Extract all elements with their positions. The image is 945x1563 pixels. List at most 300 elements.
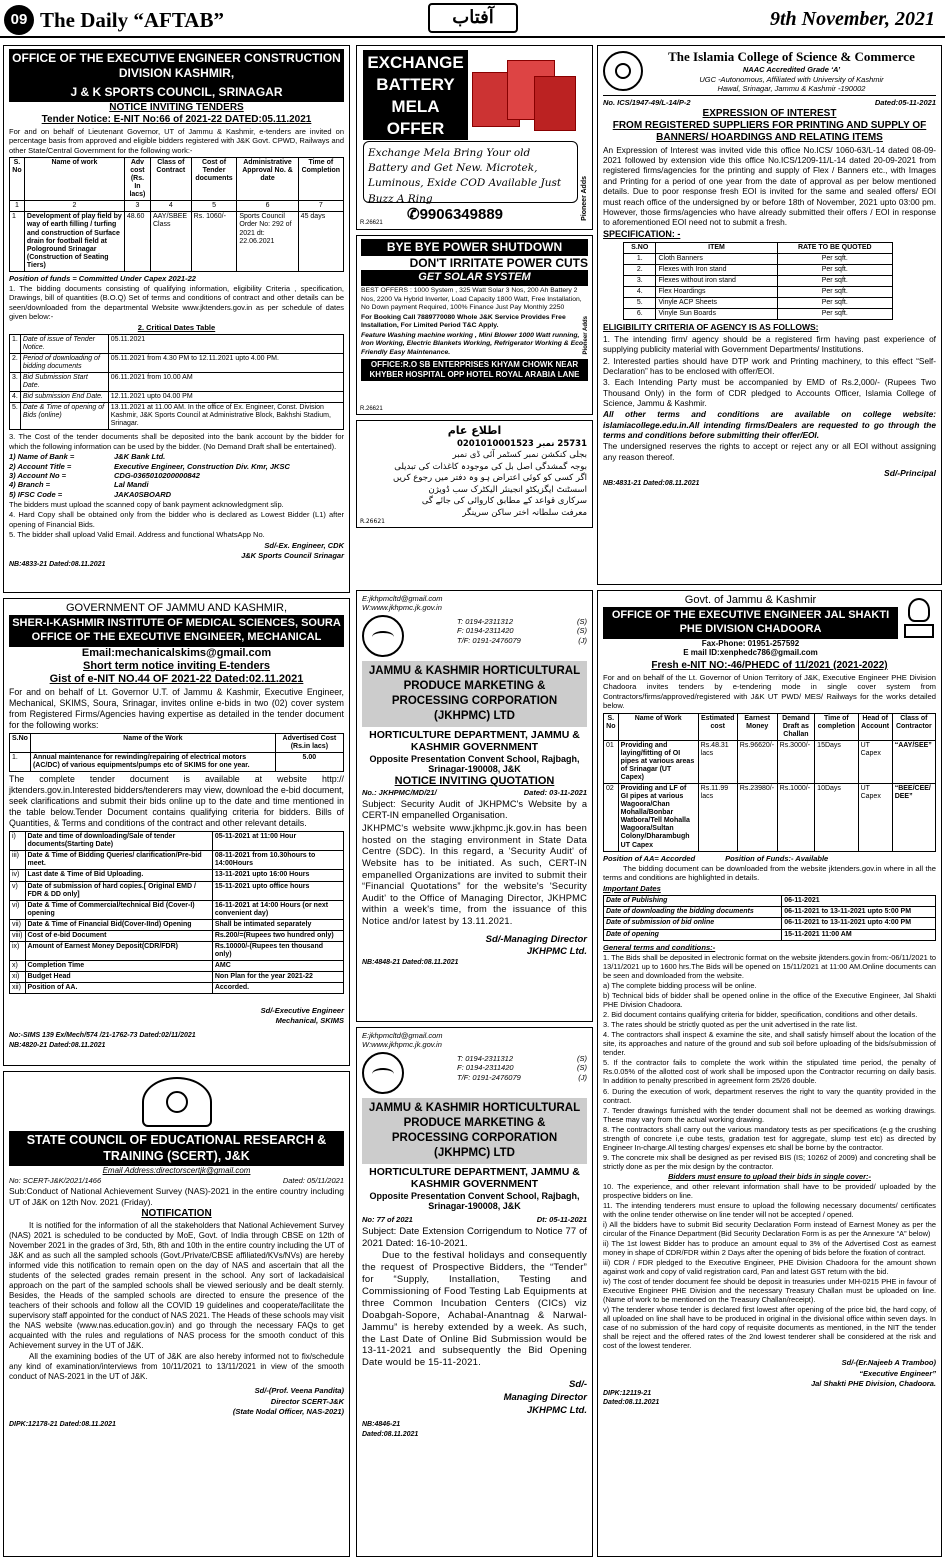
table-cell: UT Capex [858,740,892,783]
phone-label: (S) [577,616,587,626]
paragraph: An Expression of Interest was invited vide this office No.ICS/ 1060-63/L-14 dated 08-09-2021 followed by extension vide this office No.ICS/1209-11/L-14 dated 20-09-2021 from registered firms/agencies for the printing and supply of Flex / Banners etc., with Images and Printing for a period of one year from the date of approval as per below mentioned details. Due to poor response fresh EOI is invited for the same and sealed offers/ EOI must reach office of the undersigned by or before 18th of November, 2021 upto 03:00 pm. However, those firms/agencies who have already submitted their offers / EOI in response to aforementioned EOI need not to submit a fresh. [603,144,936,228]
corp-name: JAMMU & KASHMIR HORTICULTURAL PRODUCE MARKETING & PROCESSING CORPORATION (JKHPMC) LTD [368,664,581,722]
paragraph: Due to the festival holidays and consequently the request of Prospective Bidders, the “Tender” for “Supply, Installation, Testing and Commissioning of Food Testing Lab Equipments at three Common Incubation Centers (CICs) viz Doabgah-Sopore, Achabal-Anantnag & Narwal-Jammu” is hereby extended by a week. As such, the Last Date of Online Bid Submission would be 13-11-2021 and subsequently the Bid Opening Date would be 15-11-2021. [362,1250,587,1369]
term-heading: Bidders must ensure to upload their bids in single cover:- [668,1171,871,1181]
table-cell: Per sqft. [777,309,892,320]
ad-heading: GOVERNMENT OF JAMMU AND KASHMIR, [65,602,288,614]
notice-title: NOTICE INVITING TENDERS [109,102,244,113]
urdu-line: اسسٹنٹ ایگزیکٹو انجینئر الیکٹرک سب ڈویژن [428,484,587,495]
table-cell: vi) [10,900,26,919]
table-cell: Vinyle ACP Sheets [656,298,777,309]
solar-features: Feature Washing machine working , Mini Blower 1000 Watt running, Iron Working, Electric Blankets Working, Refrigerator Working & Eco Friendly Easy Maintenance. [361,331,584,356]
reference-number: NB:4831-21 Dated:08.11.2021 [603,479,700,487]
table-header: Cost of Tender documents [191,158,237,201]
table-header: Time of Completion [298,158,343,201]
tender-number: Tender Notice: E-NIT No:66 of 2021-22 DATED:05.11.2021 [41,114,312,125]
table-cell: 2 [24,201,124,212]
table-cell: Date & Time of Bidding Queries/ clarification/Pre-bid meet. [25,851,212,870]
urdu-line: بوجہ گمشدگی اصل بل کی موجودہ کاغذات کی تبدیلی [394,461,587,472]
order-number: No:-SIMS 139 Ex/Mech/574 /21-1762-73 Dated:02/11/2021 [9,1031,196,1039]
table-cell: Annual maintenance for rewinding/repairing of electrical motors (AC/DC) of various equipments/pumps etc of SKIMS for one year. [30,753,275,772]
notice-title: NOTIFICATION [141,1208,212,1220]
tel-fax-label: (J) [578,635,587,645]
college-header [603,49,936,93]
term: 4. The contractors shall inspect & examine the site, and shall satisfy himself about the location of the site, its approaches and nature of the ground and sub soil before uploading of the bids/submission of tender. [603,1030,936,1058]
emblem-icon [902,598,936,642]
term: 10. The experience, and other relevant information shall have to be provided/ uploaded by the prospective bidders on line. [603,1181,936,1200]
reference-date: Dated:08.11.2021 [362,1430,419,1438]
ad-subheading: SHER-I-KASHMIR INSTITUTE OF MEDICAL SCIENCES, SOURA OFFICE OF THE EXECUTIVE ENGINEER, MECHANICAL [9,615,344,647]
paragraph: For and on behalf of Lt. Governor U.T. of Jammu & Kashmir, Executive Engineer, Mechanical, SKIMS, Soura, Srinagar, invites online e-bids in two (02) cover system from Registered Firms/Agencies having expertise as detailed in the tender document for the following works: [9,687,344,731]
sports-council-tender-ad [3,45,350,593]
table-header: Name of Work [618,713,698,740]
table-cell: AMC [212,960,343,971]
table-header: Administrative Approval No. & date [237,158,298,201]
table-cell: Flex Hoardings [656,287,777,298]
table-cell: 3. [624,276,656,287]
term: 6. During the execution of work, department reserves the right to vary the quantity provided in the contract. [603,1086,936,1105]
table-header: S.No [10,734,31,753]
fax-phone: Fax-Phone: 01951-257592 [701,638,800,648]
table-cell: ix) [10,941,26,960]
table-header: Earnest Money [737,713,777,740]
table-header: RATE TO BE QUOTED [777,242,892,253]
critical-dates-title: 2. Critical Dates Table [137,322,216,332]
ad-code: R.26621 [360,405,383,412]
table-cell: 06.11.2021 from 10.00 AM [108,373,343,392]
table-header: ITEM [656,242,777,253]
table-cell: Bid submission End Date. [20,392,108,403]
college-name: The Islamia College of Science & Commerce [668,49,915,64]
email: E:jkhpmcltd@gmail.com [362,1031,443,1040]
table-cell: Last date & Time of Bid Uploading. [25,870,212,881]
newspaper-logo: آفتاب [428,3,518,33]
table-cell: v) [10,881,26,900]
table-cell: Per sqft. [777,253,892,264]
paragraph: 2. Interested parties should have DTP work and Printing machinery, to this effect “Self-Declaration” has to be enclosed with offer/EOI. [603,355,936,376]
important-dates-label: Important Dates [603,883,661,893]
signature: Sd/-Principal [884,468,936,479]
phone-value: 9906349889 [419,206,504,223]
paragraph: All other terms and conditions are available on college website: islamiacollege.edu.in.All intending firms/Dealers are requested to go through the terms and conditions before submitting their offer/EOI. [603,409,936,441]
table-cell: Providing and LF of GI pipes at various Wagoora/Chan Mohalla/Bonbar Watbora/Tell Mohalla Wagoora/Sultan Colony/Dharambugh UT Capex [618,784,698,851]
ref-number: No.: JKHPMC/MD/21/ [362,788,437,798]
paragraph: 3. The Cost of the tender documents shall be deposited into the bank account by the bidder for which the following information can be used by the bidder. (No Demand Draft shall be entertained). [9,432,344,451]
tel-fax: T/F: 0191-2476079 [457,635,521,645]
term: 11. The intending tenderers must ensure to upload the following necessary documents/ certificates with the online tender otherwise on line tender will not be accepted / opened. [603,1200,936,1219]
subject: Subject: Date Extension Corrigendum to Notice 77 of 2021 Dated: 16-10-2021. [362,1225,587,1249]
jal-shakti-tender-ad [597,590,942,1557]
table-cell: Development of play field by way of earth filling / turfing and construction of Surface drain for football field at Pologround Srinagar (Construction of Seating Tiers) [24,212,124,271]
table-cell: Date and time of downloading/Sale of tender documents(Starting Date) [25,832,212,851]
table-cell: Bid Submission Start Date. [20,373,108,392]
table-cell: 06-11-2021 [782,896,936,907]
table-cell: xii) [10,983,26,994]
work-table [603,713,936,852]
table-cell: Rs.200/=(Rupees two hundred only) [212,930,343,941]
corp-name: JAMMU & KASHMIR HORTICULTURAL PRODUCE MARKETING & PROCESSING CORPORATION (JKHPMC) LTD [368,1101,581,1159]
table-header: Head of Account [858,713,892,740]
table-cell: 2. [10,354,21,373]
table-cell: “AAY/SEE” [892,740,935,783]
bank-value: CDG-0365010200000842 [114,470,200,480]
signature: Director SCERT-J&K [270,1396,344,1406]
bank-value: J&K Bank Ltd. [114,452,166,462]
offer-title: BATTERY MELA [376,75,455,117]
table-cell: Per sqft. [777,287,892,298]
work-table [9,733,344,772]
address: Opposite Presentation Convent School, Rajbagh, Srinagar-190008, J&K [369,1190,580,1212]
tel-fax: T/F: 0191-2476079 [457,1072,521,1082]
table-cell: 6. [624,309,656,320]
table-cell: Rs.48.31 lacs [698,740,737,783]
term: b) Technical bids of bidder shall be opened online in the office of the Executive Engineer, Jal Shakti PHE Division Chadoora. [603,991,936,1010]
table-cell: 01 [604,740,619,783]
website: W:www.jkhpmc.jk.gov.in [362,603,442,613]
paragraph: 4. Hard Copy shall be obtained only from the bidder who is declared as Lowest Bidder (L1) after opening of Financial Bids. [9,510,344,529]
table-cell: xi) [10,971,26,982]
signature: (State Nodal Officer, NAS-2021) [232,1407,344,1417]
table-cell: Date of Publishing [604,896,782,907]
masthead [0,0,945,38]
table-cell: 1 [10,201,25,212]
phone: T: 0194-2311312 [457,1053,514,1063]
jkhpmc-logo-icon [362,615,404,657]
paragraph: JKHPMC's website www.jkhpmc.jk.gov.in has been hosted on the staging environment in State Data Centre (SDC). In this regard, a 'Security Audit' of Website has to be initiated. As such, CERT-IN empanelled Organizations are invited to submit their “Financial Quotations” for the website's 'Security Audit' to the Office of Managing Director, JKHPMC within a week's time, from the issuance of this Notice and/or latest by 13.11.2021. [362,823,587,926]
table-cell: 4. [624,287,656,298]
table-cell: Date & Time of Commercial/technical Bid (Cover-I) opening [25,900,212,919]
jkhpmc-logo-icon [362,1052,404,1094]
fax: F: 0194-2311420 [457,1063,514,1073]
ad-heading: Govt. of Jammu & Kashmir [684,594,817,606]
table-header: Estimated cost [698,713,737,740]
table-cell: Sports Council Order No: 292 of 2021 dt: 22.06.2021 [237,212,298,271]
bank-label: 4) Branch = [9,480,51,490]
table-cell: 1 [10,212,25,271]
table-header: Class of Contract [150,158,191,201]
scert-logo-icon [9,1077,344,1127]
table-cell: vii) [10,919,26,930]
specification-label: SPECIFICATION: - [603,228,681,239]
tel-fax-label: (J) [578,1072,587,1082]
table-cell: 5. [10,403,21,430]
signature: JKHPMC Ltd. [526,946,587,958]
jkhpmc-corrigendum-ad [356,1027,593,1557]
reference-number: NB:4820-21 Dated:08.11.2021 [9,1041,106,1049]
email: E mail ID:xenphedc786@gmail.com [683,648,818,658]
table-cell: 45 days [298,212,343,271]
term: iv) The cost of tender document fee should be deposit in treasuries under MH-0215 PHE in favour of Executive Engineer PHE Division and the necessary Treasury Challan must be uploaded on line. (Name of work to be mentioned on the Treasury Challan/receipt). [603,1277,936,1305]
notice-title: NOTICE INVITING QUOTATION [394,775,555,788]
table-cell: 5. [624,298,656,309]
paragraph: The bidding document can be downloaded from the website jktenders.gov.in where in all the terms and conditions are highlighted in details. [603,863,936,883]
reference-number: DIPK:12119-21 [603,1389,652,1397]
offer-text: Exchange Mela Bring Your old Battery and Get New. Microtek, Luminous, Exide COD Available Just Buzz A Ring [363,141,578,203]
table-cell: 08-11-2021 from 10.30hours to 14:00Hours [212,851,343,870]
paper-title: The Daily “AFTAB” [40,8,224,32]
aa-funds-row [603,854,936,863]
reference-number: NB:4833-21 Dated:08.11.2021 [9,561,106,569]
funds-position: Position of funds = Committed Under Capex 2021-22 [9,273,196,283]
corp-title-block [362,661,587,727]
signature: Sd/-Managing Director [485,933,587,945]
table-cell: 15-11-2021 upto office hours [212,881,343,900]
ref-date: Dt: 05-11-2021 [536,1215,587,1225]
college-affiliation: UGC -Autonomous, Affiliated with University of Kashmir [699,74,884,84]
ref-date: Dated:05-11-2021 [874,98,936,108]
signature: JKHPMC Ltd. [526,1404,587,1416]
subject: Sub:Conduct of National Achievement Survey (NAS)-2021 in the entire country including UT of J&K on 12th Nov. 2021 (Friday). [9,1186,344,1207]
jal-shakti-header [603,594,936,658]
rate-table [623,242,893,320]
offer-title: EXCHANGE [367,53,464,72]
paragraph: It is notified for the information of all the stakeholders that National Achievement Survey (NAS) 2021 is scheduled to be conducted by MoE, Govt. of India through CBSE on 12th of November 2021 in the grades of 3rd, 5th, 8th and 10th in the entire country including the UT of J&K and as such all the sampled schools (Govt./Private/CBSE affiliated/KVs/NVs) are hereby informed vide this notification to remain open on the day of NAS and ascertain that all the students of the selected grades remain present in the school. Any sort of lackadaisical approach on the part of the sampled schools shall be viewed seriously and be dealt sternly. Besides, the Heads of the sampled schools are directed to ensure the presence of the teachers of their schools and follow all the COVID 19 guidelines and cooperate/facilitate the supervisory staff appointed for the conduct of NAS 2021. The Heads of these schools may visit the NAS website (www.nas.education.gov.in) and go through the necessary FAQs to get acquainted with the rules and regulations of NAS process for the smooth conduct of this Achievement survey in the UT of J&K. [9,1221,344,1351]
contact-block [457,617,587,645]
table-header: Demand Draft as Challan [777,713,815,740]
ref-date: Dated: 03-11-2021 [523,788,587,798]
urdu-heading: اطلاع عام [447,424,502,437]
ref-number: No. ICS/1947-49/L-14/P-2 [603,98,691,108]
paragraph: The bidders must upload the scanned copy of bank payment acknowledgment slip. [9,500,284,510]
table-cell: Flexes without iron stand [656,276,777,287]
solar-ad [356,235,593,415]
solar-address: OFFICE:R.O SB ENTERPRISES KHYAM CHOWK NEAR KHYBER HOSPITAL OPP HOTEL ROYAL ARABIA LANE [361,359,588,381]
table-header: S. No [604,713,619,740]
email: Email Address:directorscertjk@gmail.com [102,1166,251,1176]
ad-subheading: J & K SPORTS COUNCIL, SRINAGAR [9,83,344,102]
urdu-notice-ad [356,420,593,528]
dept-name: HORTICULTURE DEPARTMENT, JAMMU & KASHMIR GOVERNMENT [369,1165,580,1191]
table-cell: viii) [10,930,26,941]
offer-title: OFFER [386,119,445,139]
table-cell: 3. [10,373,21,392]
jkhpmc-quotation-ad [356,590,593,1022]
table-cell: 05-11-2021 at 11:00 Hour [212,832,343,851]
phone: T: 0194-2311312 [457,616,514,626]
table-cell: i) [10,832,26,851]
table-cell: AAY/SBEE Class [150,212,191,271]
table-cell: Per sqft. [777,264,892,275]
agency-label: Pioneer Adds [581,176,589,221]
signature: J&K Sports Council Srinagar [241,550,344,560]
paragraph: 1. The intending firm/ agency should be a registered firm having past experience of supplying publicity material with Government Departments/ Institutions. [603,333,936,355]
table-cell: 5 [191,201,237,212]
corp-title-block [362,1098,587,1164]
ref-row [362,1215,587,1224]
table-cell: 12.11.2021 upto 04.00 PM [108,392,343,403]
table-cell: 15-11-2021 11:00 AM [782,929,936,940]
phone-number: ✆9906349889 [407,206,504,223]
table-header: Name of the Work [30,734,275,753]
battery-image [472,54,577,134]
table-cell: Rs. 1060/- [191,212,237,271]
ad-heading: OFFICE OF THE EXECUTIVE ENGINEER CONSTRUCTION DIVISION KASHMIR, [9,49,344,83]
table-cell: iii) [10,851,26,870]
urdu-reference: 25731 نمبر 0201010001523 [456,438,587,449]
table-cell: Rs.11.99 lacs [698,784,737,851]
table-cell: 48.60 [124,212,150,271]
bank-label: 5) IFSC Code = [9,489,63,499]
bank-label: 1) Name of Bank = [9,452,75,462]
table-cell: 7 [298,201,343,212]
table-cell: 05.11.2021 from 4.30 PM to 12.11.2021 upto 4.00 PM. [108,354,343,373]
notice-title: Short term notice inviting E-tenders [82,659,271,672]
ad-heading: STATE COUNCIL OF EDUCATIONAL RESEARCH & TRAINING (SCERT), J&K [9,1131,344,1166]
skims-tender-ad [3,598,350,1066]
offer-title-block [363,50,468,140]
issue-date: 9th November, 2021 [770,8,935,30]
bank-value: Executive Engineer, Construction Div. Kmr, JKSC [114,461,290,471]
terms-list [603,953,936,1350]
table-header: Name of work [24,158,124,201]
solar-contact: For Booking Call 7889770080 Whole J&K Service Provides Free Installation, For Limited Period T&C Apply. [361,313,566,330]
table-cell: 15Days [815,740,858,783]
ref-number: No: 77 of 2021 [362,1215,413,1225]
signature: Sd/-Executive Engineer [260,1006,344,1016]
table-cell: 13-11-2021 upto 16:00 Hours [212,870,343,881]
website: W:www.jkhpmc.jk.gov.in [362,1040,442,1050]
table-header: Advertised Cost (Rs.in lacs) [275,734,343,753]
table-cell: 16-11-2021 at 14:00 Hours (or next convenient day) [212,900,343,919]
page-number: 09 [4,5,34,35]
paragraph: All the examining bodies of the UT of J&K are also hereby informed not to fix/schedule any kind of examination/interviews from 10/11/2021 to 13/11/2021 in view of the smooth conduct of NAS-2021 in the UT of J&K. [9,1352,344,1382]
paragraph: 1. The bidding documents consisting of qualifying information, eligibility Criteria , specification, Drawings, bill of quantities (B.O.Q) Set of terms and conditions of contract and other details can be seen/downloaded from the departmental Website www.jktenders.gov.in as per schedule of dates given below:- [9,284,344,322]
table-cell: Completion Time [25,960,212,971]
table-cell: 13.11.2021 at 11.00 AM. In the office of Ex. Engineer, Const. Division Kashmir, J&K Sports Council at Administrative Block, Bakhshi Stadium, Srinagar. [108,403,343,430]
work-table [9,157,344,272]
table-cell: 6 [237,201,298,212]
table-cell: Period of downloading of bidding documents [20,354,108,373]
ref-row [603,98,936,107]
table-cell: Position of AA. [25,983,212,994]
table-header: Time of completion [815,713,858,740]
table-cell: Date & Time of opening of Bids (online) [20,403,108,430]
table-cell: 3 [124,201,150,212]
term: iii) CDR / FDR pledged to the Executive Engineer, PHE Division Chadoora for the amount shown against work and copy of valid registration card, Pan and latest GST return with the bid. [603,1258,936,1277]
table-cell: Per sqft. [777,276,892,287]
term: a) The complete bidding process will be online. [603,981,757,991]
term: i) All the bidders have to submit Bid security Declaration Form instead of Earnest Money as per the circular of the Finance Department (Bid Security Declaration Form is as per the Annexure “A” below) [603,1219,936,1238]
term: ii) The 1st lowest Bidder has to produce an amount equal to 3% of the Advertised Cost as earnest money in shape of CDR/FDR within 2 Days after the opening of bids before the fixation of contract. [603,1239,936,1258]
ref-number: No: SCERT-J&K/2021/1466 [9,1175,102,1185]
table-cell: Rs.1000/- [777,784,815,851]
schedule-table [9,831,344,994]
signature: Jal Shakti PHE Division, Chadoora. [810,1379,936,1389]
tender-number: Gist of e-NIT NO.44 OF 2021-22 Dated:02.11.2021 [49,673,304,686]
solar-headline: GET SOLAR SYSTEM [361,270,588,286]
table-header: Class of Contractor [892,713,935,740]
table-cell: Rs.10000/-(Rupees ten thousand only) [212,941,343,960]
table-cell: Budget Head [25,971,212,982]
table-cell: 06-11-2021 to 13-11-2021 upto 4:00 PM [782,918,936,929]
table-cell: Amount of Earnest Money Deposit(CDR/FDR) [25,941,212,960]
table-cell: Vinyle Sun Boards [656,309,777,320]
fax: F: 0194-2311420 [457,626,514,636]
aa-position: Position of AA= Accorded [603,853,696,863]
reference-date: Dated:08.11.2021 [603,1399,660,1407]
table-header: Adv cost (Rs. In lacs) [124,158,150,201]
table-cell: 2. [624,264,656,275]
ref-date: Dated: 05/11/2021 [282,1175,344,1185]
term: v) The tenderer whose tender is declared first lowest after opening of the price bid, the hard copy, of all uploaded on line shall have to be produced in original in the divisional office within seven days. In case of no submission of the hard copy of requisite documents as mentioned, in the NIT the tender shall be reject and the offered rates of the 2nd lowest tenderer shall be considered at the risk and cost of the lowest tenderer. [603,1305,936,1351]
ad-code: R.26621 [360,219,383,226]
battery-mela-ad [356,45,593,230]
signature: Sd/-Ex. Engineer, CDK [264,540,344,550]
table-cell: Shall be intimated separately [212,919,343,930]
solar-headline: BYE BYE POWER SHUTDOWN [361,239,588,256]
term: 5. If the contractor fails to complete the work within the stipulated time period, the penalty of Rs.0.05% of the allotted cost of work shall be imposed upon the Contractor recurring on daily basis. In addition to penalty prescribed in agreement form 25/26 double. [603,1058,936,1086]
phone-label: (S) [577,1053,587,1063]
table-cell: UT Capex [858,784,892,851]
tender-number: Fresh e-NIT NO:-46/PHEDC of 11/2021 (2021-2022) [651,659,888,671]
paragraph: For and on behalf of Lieutenant Governor, UT of Jammu & Kashmir, e-tenders are invited on percentage basis from approved and eligible bidders registered with J&K Govt. CPWD, Railways and other State/Central Government for the following work:- [9,127,344,155]
paragraph: The undersigned reserves the rights to accept or reject any or all EOI without assigning any reason thereof. [603,441,936,462]
term: 7. Tender drawings furnished with the tender document shall not be deemed as working drawings. These may vary from the actual working drawing. [603,1105,936,1124]
scert-notification-ad [3,1071,350,1557]
ad-code: R.26621 [360,517,385,525]
signature: Sd/-(Prof. Veena Pandita) [254,1386,344,1396]
table-cell: Providing and laying/fitting of OI pipes at various areas of Srinagar (UT Capex) [618,740,698,783]
term: 2. Bid document contains qualifying criteria for bidder, specification, conditions and other details. [603,1010,918,1020]
terms-label: General terms and conditions:- [603,942,716,952]
solar-offer: BEST OFFERS : 1000 System , 325 Watt Solar 3 Nos, 200 Ah Battery 2 Nos, 2200 Va Hybrid Inverter, Load Capacity 1800 Watt, Free Installation, No Down payment Required, 100% Finance Just Pay Monthly 2250 [361,287,582,312]
term: 8. The contractors shall carry out the various mandatory tests as per specifications (e.g the crushing strength of concrete i,e cube tests, gradation test for aggregate, slump test etc) as directed by Engineer In-charge.All testing charges/ expenses etc shall be borne by the contractor. [603,1124,936,1152]
paragraph: 3. Each Intending Party must be accompanied by EMD of Rs.2,000/- (Rupees Two Thousand Only) in the form of CDR pledged to Accounts Officer, Islamia College of Science, Jammu & Kashmir. [603,377,936,408]
urdu-line: معرفت سلطانہ اختر ساکن سرینگر [462,507,587,518]
islamia-college-eoi-ad [597,45,942,585]
reference-number: NB:4848-21 Dated:08.11.2021 [362,959,459,967]
table-cell: 10Days [815,784,858,851]
table-cell: 02 [604,784,619,851]
signature: “Executive Engineer” [859,1368,936,1378]
table-cell: “BEE/CEE/ DEE” [892,784,935,851]
email: Email:mechanicalskims@gmail.com [81,646,272,659]
table-cell: 4. [10,392,21,403]
table-cell: 1. [624,253,656,264]
agency-label: Pioneer Adds [582,316,589,355]
table-header: S. No [10,158,25,201]
college-address: Hawal, Srinagar, Jammu & Kashmir -190002 [717,84,866,93]
table-cell: Date of issue of Tender Notice. [20,334,108,353]
table-cell: Rs.23980/- [737,784,777,851]
reference-number: NB:4846-21 [362,1420,401,1428]
table-header: S.NO [624,242,656,253]
reference-number: DIPK:12178-21 Dated:08.11.2021 [9,1420,116,1428]
email: E:jkhpmcltd@gmail.com [362,594,443,603]
bank-label: 3) Account No = [9,470,67,480]
table-cell: Cost of e-bid Document [25,930,212,941]
paragraph: The complete tender document is available at website http:// jktenders.gov.in.Interested bidders/tenderers may view, download the e-bid document, seek clarifications and submit their bids online up to the date and time mentioned in the table below.Tender Document contains qualifying criteria for bidders. Bills of Quantities, & Terms and conditions of the contract and other relevant details. [9,774,344,829]
table-cell: Rs.96620/- [737,740,777,783]
eoi-title: EXPRESSION OF INTEREST [702,107,837,119]
ref-row [9,1176,344,1185]
urdu-line: بجلی کنکشن نمبر کسٹمر آئی ڈی نمبر [452,450,587,461]
table-cell: 1. [10,753,31,772]
table-cell: 06-11-2021 to 13-11-2021 upto 5:00 PM [782,907,936,918]
term: 3. The rates should be strictly quoted as per the unit advertised in the rate list. [603,1020,858,1030]
urdu-line: سرکاری قواعد کے مطابق کاروائی کی جائے گی [421,496,587,507]
college-seal-icon [603,51,643,91]
fax-label: (S) [577,626,587,636]
paragraph: For and on behalf of the Lt. Governor of Union Territory of J&K, Executive Engineer PHE Division Chadoora invites tenders by e-tendering mode in single cover system from Contractors/firms/approved/registered with J&K UT PWD/ MES/ Railways for the works detailed below. [603,672,936,711]
paragraph: 5. The bidder shall upload Valid Email. Address and functional WhatsApp No. [9,530,265,540]
table-cell: 1. [10,334,21,353]
table-cell: iv) [10,870,26,881]
bank-label: 2) Account Title = [9,461,72,471]
table-cell: Date of submission of bid online [604,918,782,929]
table-cell: Non Plan for the year 2021-22 [212,971,343,982]
table-cell: Date of submission of hard copies.[ Original EMD / FDR & DD only] [25,881,212,900]
